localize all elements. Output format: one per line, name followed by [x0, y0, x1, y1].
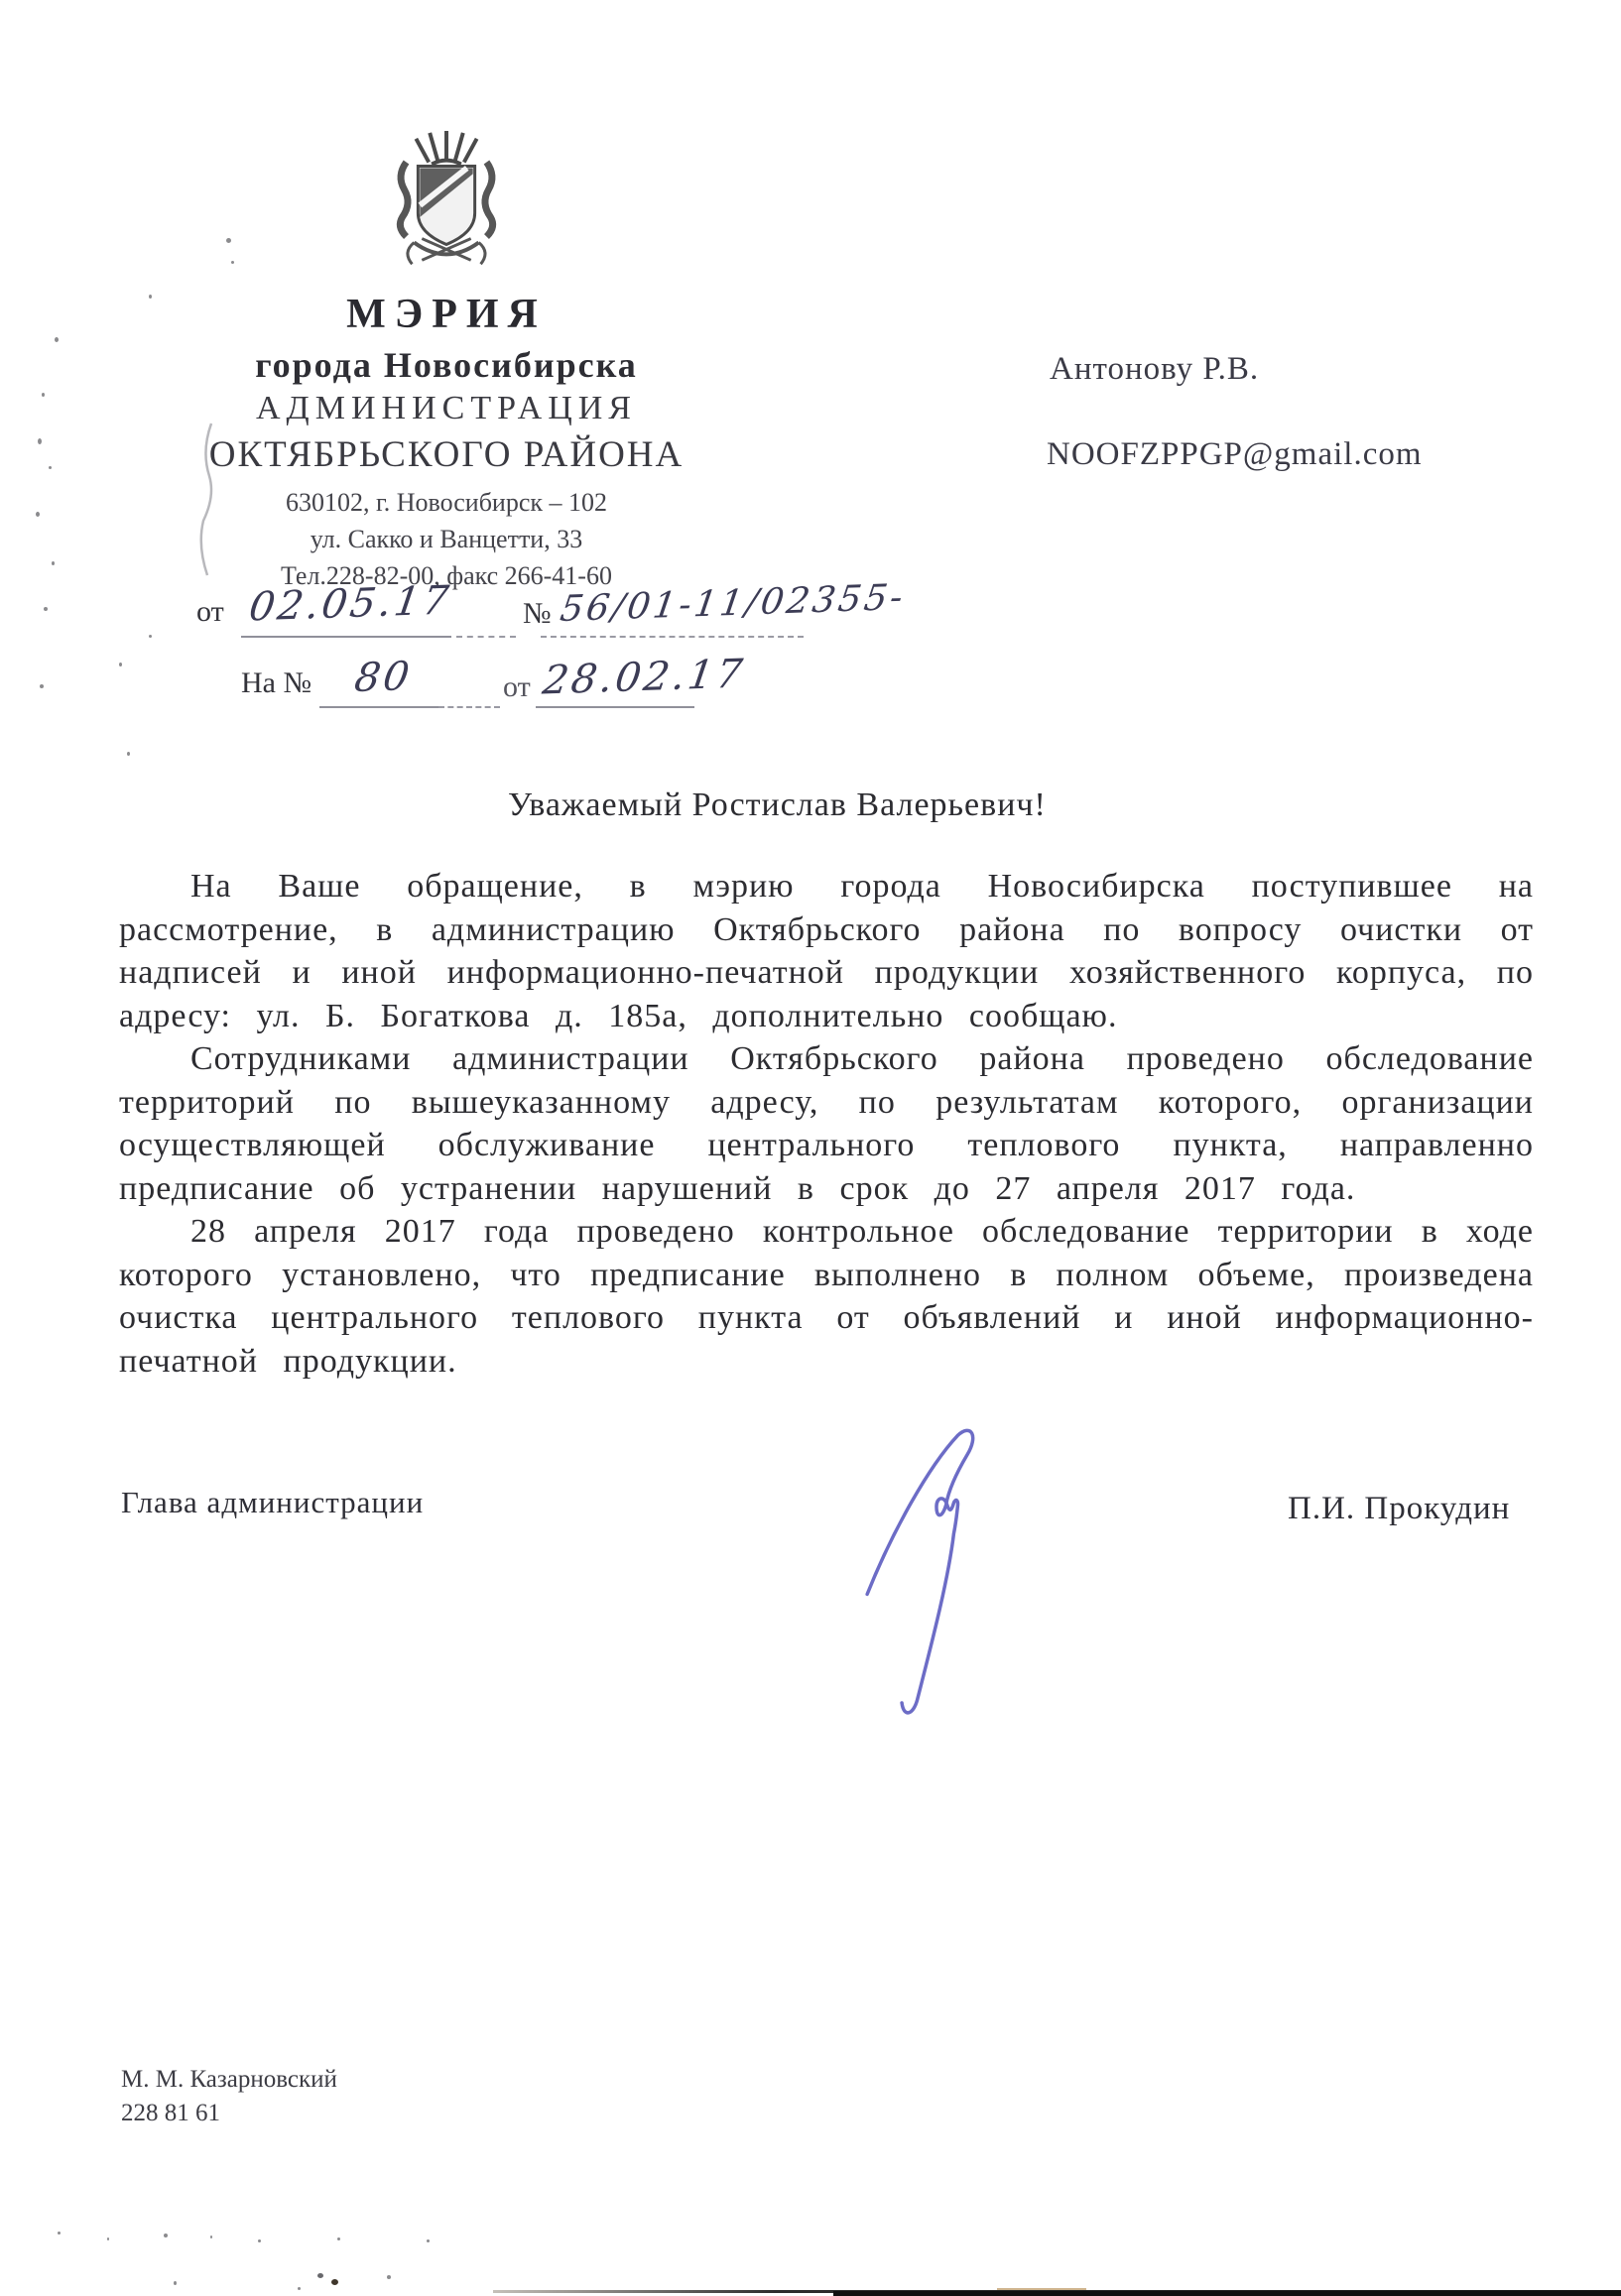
- reply-number-handwritten: 80: [351, 654, 416, 701]
- reply-from-label: от: [503, 670, 531, 703]
- scan-bottom-warm-streak: [997, 2288, 1086, 2290]
- scan-speck: [44, 607, 48, 611]
- org-street-address: ул. Сакко и Ванцетти, 33: [310, 525, 583, 553]
- reply-number-underline-tail: [438, 706, 500, 708]
- scan-speck: [159, 972, 161, 982]
- letterhead: [129, 127, 764, 594]
- scan-speck: [107, 2237, 109, 2240]
- recipient-name: Антонову Р.В.: [1050, 351, 1260, 387]
- scan-speck: [127, 752, 130, 756]
- scan-speck: [38, 438, 42, 444]
- scan-speck: [164, 2234, 168, 2237]
- scan-speck: [52, 561, 55, 565]
- scan-speck: [258, 2239, 261, 2242]
- reply-date-handwritten: 28.02.17: [540, 651, 748, 704]
- outgoing-from-label: от: [196, 595, 224, 628]
- scan-speck: [40, 684, 44, 688]
- scan-speck: [331, 2279, 338, 2285]
- outgoing-number-handwritten: 56/01-11/02355-: [558, 576, 909, 631]
- org-title-district: ОКТЯБРЬСКОГО РАЙОНА: [208, 434, 685, 475]
- emblem-crown: [416, 131, 476, 165]
- scan-bottom-edge-dark: [833, 2291, 1621, 2296]
- paragraph-3: 28 апреля 2017 года проведено контрольное обследование территории в ходе которого установлено, что предписание выполнено в полном объеме, произведена очистка центрального теплового пункта от объявлений и иной информационно-печатной продукции.: [119, 1213, 1534, 1380]
- scan-speck: [49, 466, 52, 469]
- emblem-right-sable: [485, 163, 493, 237]
- outgoing-date-handwritten: 02.05.17: [246, 577, 454, 631]
- scan-speck: [427, 2239, 430, 2242]
- scan-speck: [387, 2275, 391, 2279]
- signature-stroke: [867, 1430, 973, 1713]
- reply-number-underline: [319, 706, 438, 708]
- scan-speck: [317, 2273, 323, 2278]
- org-postal-address: 630102, г. Новосибирск – 102: [285, 488, 608, 517]
- org-title-administration: АДМИНИСТРАЦИЯ: [256, 390, 637, 426]
- outgoing-number-sign: №: [523, 597, 552, 630]
- letter-body: [119, 865, 1534, 1383]
- org-phone: Тел.228-82-00, факс 266-41-60: [281, 561, 612, 590]
- org-title-mayor: МЭРИЯ: [346, 292, 547, 337]
- scan-speck: [226, 238, 231, 243]
- reply-date-underline: [536, 706, 694, 708]
- executor-name: М. М. Казарновский: [121, 2066, 337, 2093]
- novosibirsk-coat-of-arms-icon: [372, 127, 521, 284]
- handwritten-signature: [851, 1416, 1020, 1734]
- scan-speck: [36, 512, 40, 517]
- scan-speck: [149, 295, 152, 299]
- paragraph-2: Сотрудниками администрации Октябрьского района проведено обследование территорий по вышеуказанному адресу, по результатам которого, организации осуществляющей обслуживание центрального теплового пункта, направленно предписание об устранении нарушений в срок до 27 апреля 2017 года.: [119, 1040, 1534, 1207]
- scan-speck: [174, 2281, 177, 2285]
- paragraph-1: На Ваше обращение, в мэрию города Новосибирска поступившее на рассмотрение, в администрацию Октябрьского района по вопросу очистки от надписей и иной информационно-печатной продукции хозяйственного корпуса, по адресу: ул. Б. Богаткова д. 185а, дополнительно сообщаю.: [119, 868, 1534, 1034]
- reply-number-label: На №: [241, 666, 312, 699]
- scan-speck: [298, 2287, 301, 2290]
- scan-speck: [210, 2236, 212, 2238]
- scan-speck: [149, 635, 152, 638]
- scan-pen-squiggle-artifact: [193, 422, 223, 580]
- signer-name: П.И. Прокудин: [1288, 1491, 1511, 1526]
- scan-speck: [55, 337, 59, 342]
- outgoing-date-underline-tail: [456, 636, 516, 638]
- emblem-left-sable: [400, 163, 408, 237]
- org-title-city: города Новосибирска: [255, 345, 638, 385]
- outgoing-date-underline: [241, 636, 451, 638]
- scan-speck: [337, 2237, 340, 2240]
- signer-position: Глава администрации: [121, 1485, 425, 1519]
- outgoing-number-underline: [541, 636, 804, 638]
- scan-speck: [119, 663, 122, 666]
- scan-speck: [42, 393, 45, 397]
- scan-speck: [231, 261, 234, 264]
- scan-speck: [58, 2232, 61, 2235]
- executor-phone: 228 81 61: [121, 2100, 220, 2126]
- salutation: Уважаемый Ростислав Валерьевич!: [508, 786, 1047, 823]
- recipient-email: NOOFZPPGP@gmail.com: [1047, 436, 1423, 472]
